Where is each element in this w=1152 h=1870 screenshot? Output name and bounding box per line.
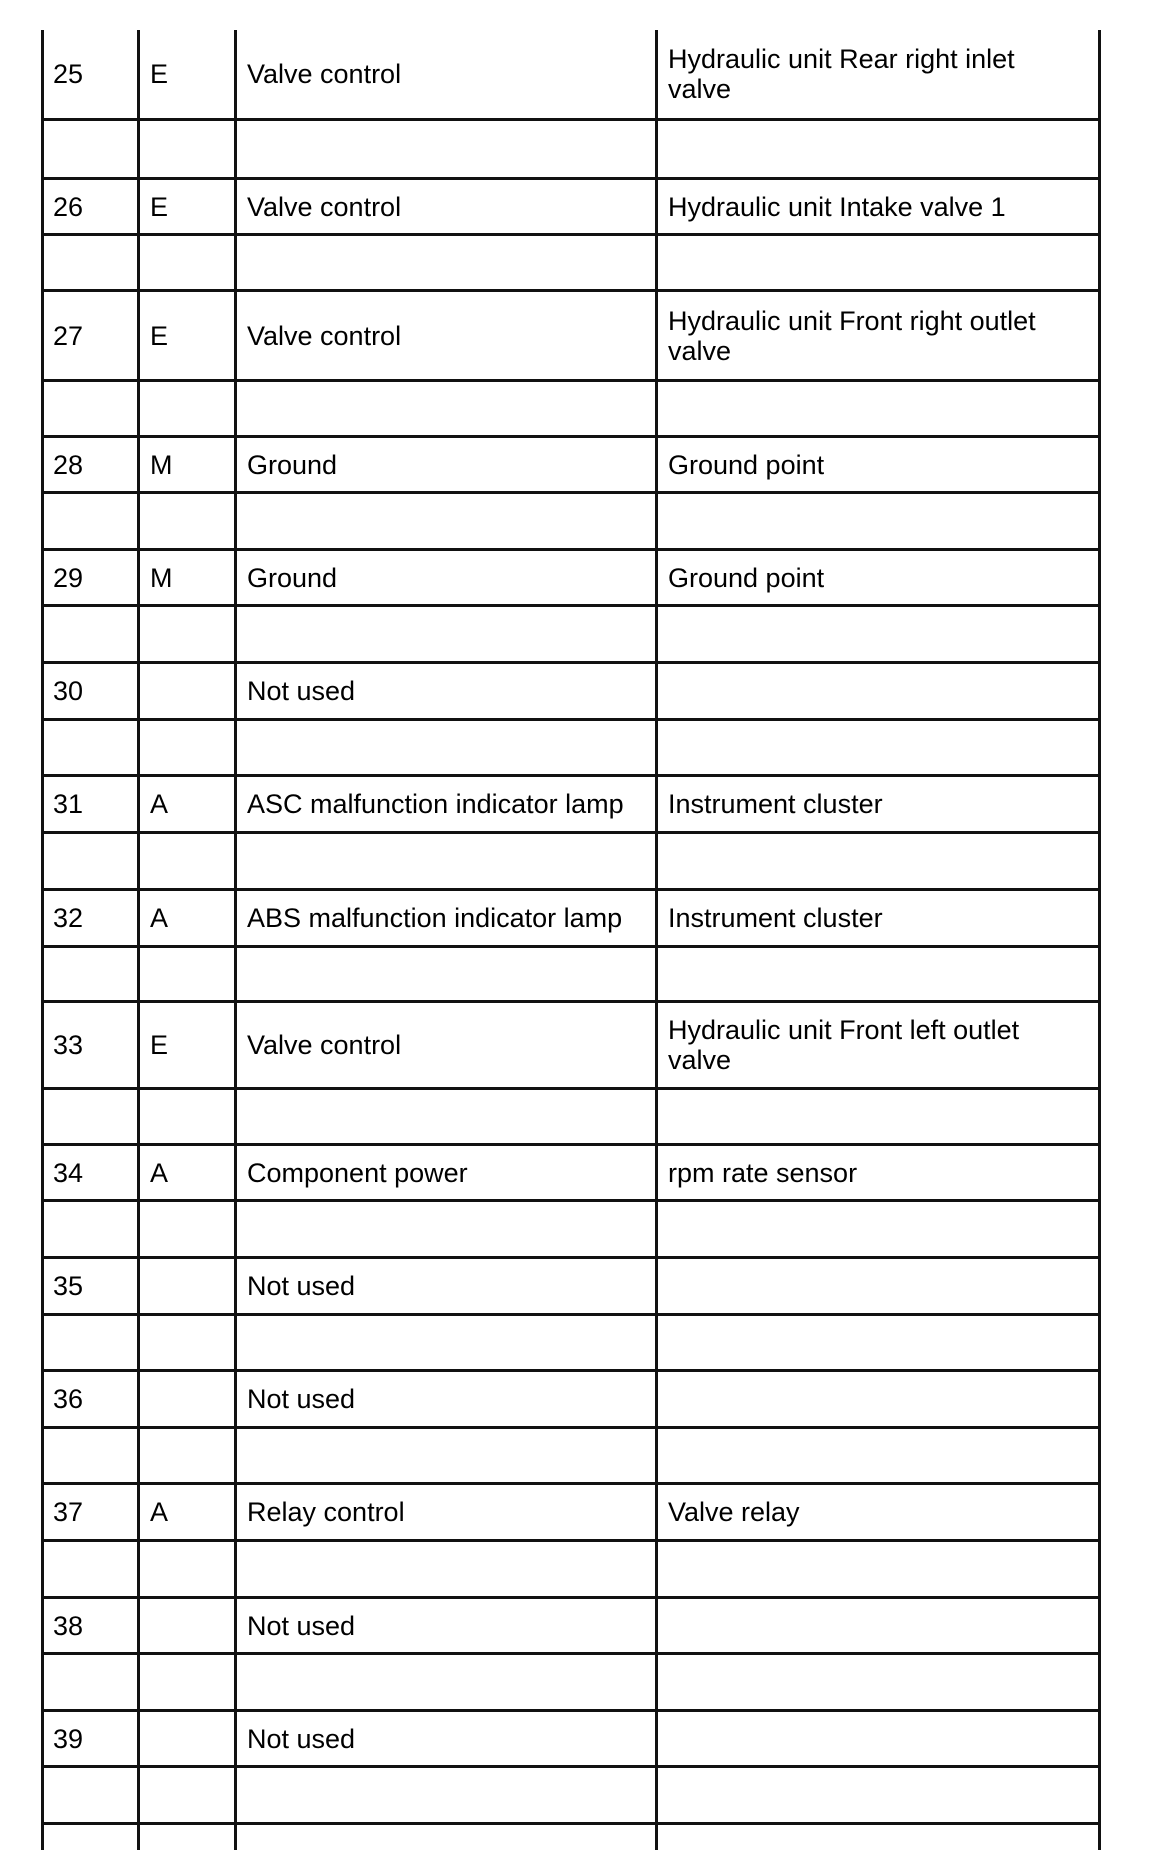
table-rule	[41, 1822, 1101, 1825]
pin-component: Ground point	[668, 562, 825, 593]
pin-function: Valve control	[247, 191, 402, 222]
pin-component: Valve relay	[668, 1497, 800, 1527]
pin-component	[668, 1259, 1098, 1313]
table-rule	[41, 1539, 1101, 1542]
pin-function: Component power	[247, 1157, 468, 1188]
table-rule	[41, 118, 1101, 121]
pin-type: E	[150, 191, 169, 222]
pin-component	[668, 1712, 1098, 1765]
table-rule	[41, 831, 1101, 834]
pin-number: 36	[53, 1384, 84, 1414]
table-row	[41, 292, 1101, 379]
pin-number: 32	[53, 903, 84, 933]
table-row	[41, 1372, 1101, 1426]
pin-component: Hydraulic unit Front right outlet valve	[668, 305, 1036, 366]
pin-type	[150, 1599, 230, 1652]
table-row	[41, 1712, 1101, 1765]
table-rule	[41, 1652, 1101, 1655]
pin-type: A	[150, 903, 169, 933]
table-rule	[41, 945, 1101, 948]
table-row	[41, 1259, 1101, 1313]
pin-component	[668, 664, 1098, 718]
pin-type	[150, 664, 230, 718]
table-row	[41, 1599, 1101, 1652]
table-row	[41, 777, 1101, 831]
pin-type	[150, 1712, 230, 1765]
pin-number: 38	[53, 1610, 84, 1641]
pin-function: Not used	[247, 1610, 356, 1641]
table-row	[41, 891, 1101, 945]
pin-function: Valve control	[247, 1030, 402, 1060]
pin-function: ABS malfunction indicator lamp	[247, 903, 623, 933]
table-rule	[41, 604, 1101, 607]
pin-number: 37	[53, 1497, 84, 1527]
table-row	[41, 664, 1101, 718]
pin-function: Ground	[247, 449, 338, 480]
pin-type	[150, 1259, 230, 1313]
pin-type: E	[150, 1030, 169, 1060]
pin-type	[150, 1372, 230, 1426]
pin-component	[668, 1599, 1098, 1652]
table-rule	[41, 379, 1101, 382]
pin-type: A	[150, 789, 169, 819]
pin-number: 34	[53, 1157, 84, 1188]
pin-function: ASC malfunction indicator lamp	[247, 789, 624, 819]
pin-number: 33	[53, 1030, 84, 1060]
pin-component: Hydraulic unit Rear right inlet valve	[668, 44, 1015, 104]
pin-type: M	[150, 449, 173, 480]
pin-number: 27	[53, 320, 84, 351]
pin-type: M	[150, 562, 173, 593]
pin-number: 26	[53, 191, 84, 222]
table-rule	[41, 718, 1101, 721]
pin-function: Not used	[247, 1723, 356, 1754]
pin-function: Not used	[247, 1384, 356, 1414]
pin-type: E	[150, 59, 169, 89]
pin-function: Ground	[247, 562, 338, 593]
pin-component	[668, 1372, 1098, 1426]
pin-function: Valve control	[247, 320, 402, 351]
pin-component: Hydraulic unit Intake valve 1	[668, 191, 1006, 222]
table-row	[41, 1146, 1101, 1199]
pin-number: 28	[53, 449, 84, 480]
pin-number: 39	[53, 1723, 84, 1754]
table-row	[41, 1003, 1101, 1087]
pin-component: Hydraulic unit Front left outlet valve	[668, 1015, 1020, 1075]
table-row	[41, 1485, 1101, 1539]
table-row	[41, 180, 1101, 233]
pin-component: rpm rate sensor	[668, 1157, 858, 1188]
pin-type: A	[150, 1157, 169, 1188]
pin-number: 29	[53, 562, 84, 593]
table-rule	[41, 1199, 1101, 1202]
pin-component: Instrument cluster	[668, 789, 883, 819]
pin-number: 30	[53, 676, 84, 706]
pin-function: Not used	[247, 676, 356, 706]
table-rule	[41, 1426, 1101, 1429]
table-row	[41, 30, 1101, 118]
pin-function: Relay control	[247, 1497, 405, 1527]
pin-type: E	[150, 320, 169, 351]
pin-component: Instrument cluster	[668, 903, 883, 933]
pin-type: A	[150, 1497, 169, 1527]
table-rule	[41, 1765, 1101, 1768]
table-rule	[41, 1087, 1101, 1090]
pin-number: 25	[53, 59, 84, 89]
pin-number: 31	[53, 789, 84, 819]
table-row	[41, 438, 1101, 491]
table-rule	[41, 233, 1101, 236]
table-rule	[41, 1313, 1101, 1316]
pin-component: Ground point	[668, 449, 825, 480]
table-rule	[41, 491, 1101, 494]
pin-number: 35	[53, 1271, 84, 1301]
table-row	[41, 551, 1101, 604]
pin-function: Valve control	[247, 59, 402, 89]
pin-function: Not used	[247, 1271, 356, 1301]
